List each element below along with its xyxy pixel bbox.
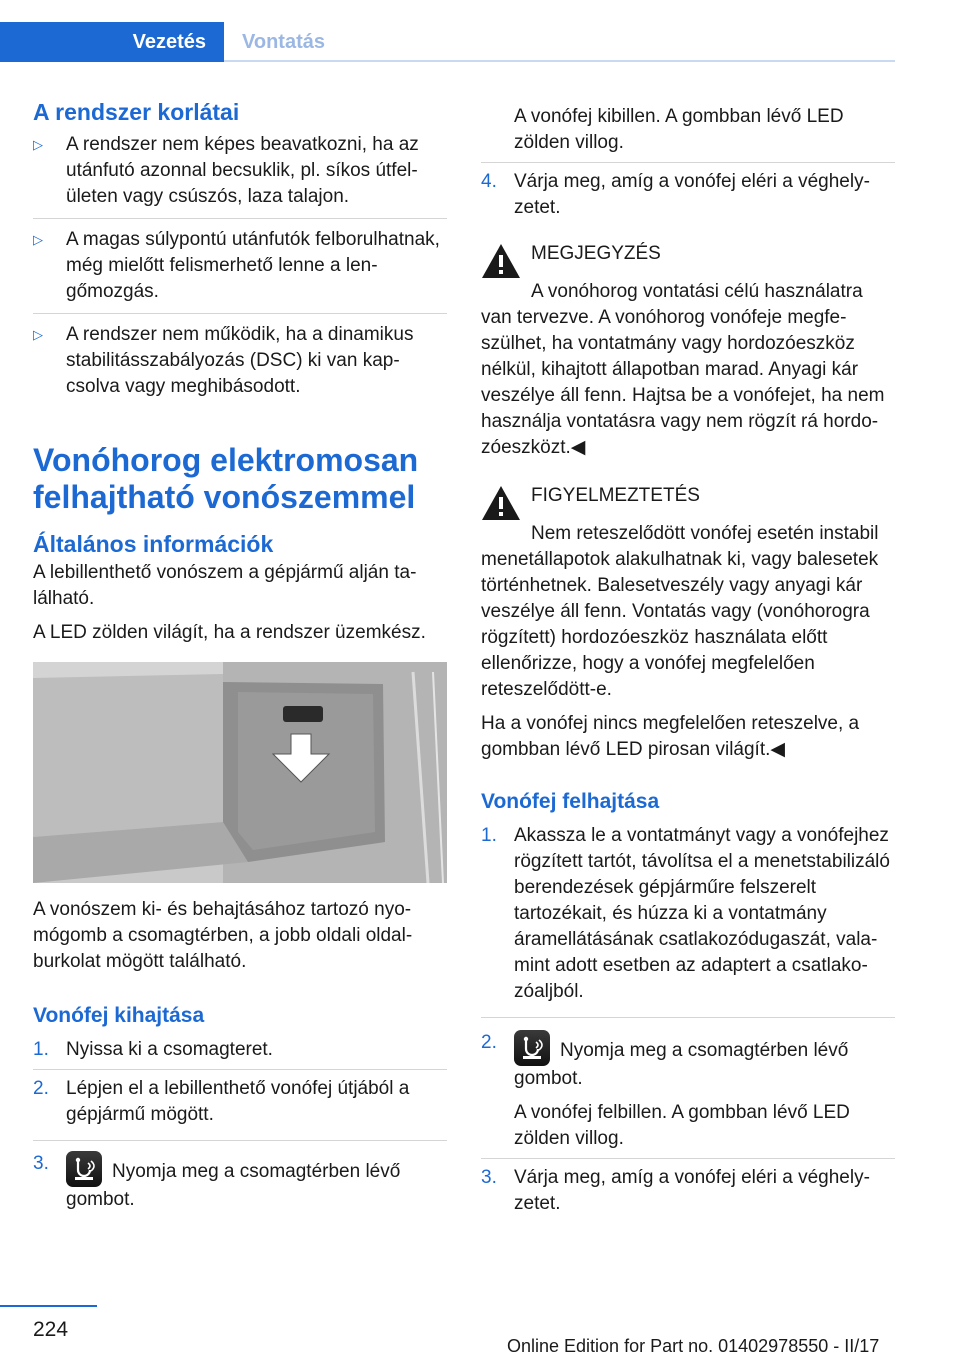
step-text: Várja meg, amíg a vonófej eléri a véghelyzetet. [514, 1167, 870, 1214]
general-paragraph-2: A LED zölden világít, ha a rendszer üzemkész. [33, 622, 426, 643]
tow-hook-button-icon [66, 1151, 102, 1187]
trunk-button-illustration [33, 662, 447, 883]
step-number: 3. [33, 1153, 49, 1174]
retract-steps-list [481, 823, 895, 1223]
warning-body: Nem reteszelődött vonófej esetén instabil menetállapotok alakulhatnak ki, vagy balesetek történhetnek. Balesetveszély vagy anyagi kár veszélye áll fenn. Vontatás vagy (vonóhorogra rögzített) hordozóeszköz használata előtt ellenőrizze, hogy a vonófej megfelelően reteszelődött-e. [481, 523, 879, 700]
list-item [33, 1037, 447, 1070]
list-item [481, 1159, 895, 1223]
list-item [33, 1141, 447, 1219]
step-text: Nyissa ki a csomagteret. [66, 1039, 273, 1060]
header-tabbar [0, 0, 895, 62]
bullet-text: A rendszer nem működik, ha a dinamikus stabilitásszabályozás (DSC) ki van kapcsolva vagy meghibásodott. [66, 324, 414, 397]
limits-heading: A rendszer korlátai [33, 99, 240, 125]
step-number: 3. [481, 1167, 497, 1188]
warning-triangle-icon [481, 243, 521, 279]
figure-caption: A vonószem ki- és behajtásához tartozó nyomógomb a csomagtérben, a jobb oldali oldalburkolat mögött található. [33, 899, 413, 972]
step-text: Lépjen el a lebillenthető vonófej útjából a gépjármű mögött. [66, 1078, 410, 1125]
step-subtext: A vonófej felbillen. A gombban lévő LED zölden villog. [514, 1102, 850, 1149]
bullet-text: A magas súlypontú utánfutók felborulhatnak, még mielőtt felismerhető lenne a lengőmozgás. [66, 229, 440, 302]
note-header [481, 241, 895, 279]
step-number: 1. [33, 1039, 49, 1060]
step-number: 4. [481, 171, 497, 192]
list-item [481, 1018, 895, 1159]
step-text: Nyomja meg a csomagtérben lévő gombot. [514, 1040, 849, 1089]
warning-triangle-icon [481, 485, 521, 521]
retract-heading: Vonófej felhajtása [481, 790, 660, 813]
step-content [66, 1151, 447, 1213]
list-item [33, 132, 447, 219]
page-number-rule [0, 1305, 97, 1307]
bullet-text: A rendszer nem képes beavatkozni, ha az utánfutó azonnal becsuklik, pl. síkos útfelületen vagy csúszós, laza talajon. [66, 134, 419, 207]
extend-steps-list [33, 1037, 447, 1219]
tab-vezetes[interactable]: Vezetés [0, 22, 224, 62]
step-content [514, 1030, 895, 1152]
warning-header [481, 483, 895, 521]
general-paragraph-1: A lebillenthető vonószem a gépjármű alján található. [33, 562, 417, 609]
tow-hook-button-icon [514, 1030, 550, 1066]
right-column [481, 104, 895, 1223]
note-box [481, 241, 895, 461]
list-item [481, 823, 895, 1018]
trunk-button-photo [33, 662, 447, 883]
edition-footer: Online Edition for Part no. 01402978550 - II/17 [507, 1336, 880, 1356]
list-item [33, 1070, 447, 1141]
step-text: Várja meg, amíg a vonófej eléri a véghelyzetet. [514, 171, 870, 218]
general-info-heading: Általános információk [33, 531, 274, 557]
section-title: Vonóhorog elektromosan felhajtható vonószemmel [33, 442, 419, 515]
continued-step [481, 104, 895, 156]
step-text: Nyomja meg a csomagtérben lévő gombot. [66, 1161, 401, 1210]
list-item [481, 162, 895, 227]
limits-bullet-list [33, 132, 447, 408]
step-number: 1. [481, 825, 497, 846]
tab-underline [224, 60, 895, 62]
triangle-bullet-icon: ▷ [33, 232, 43, 247]
page-number: 224 [33, 1318, 69, 1341]
warning-box [481, 483, 895, 703]
step-number: 2. [481, 1032, 497, 1053]
list-item [33, 314, 447, 408]
red-led-paragraph: Ha a vonófej nincs megfelelően reteszelve, a gombban lévő LED pirosan világít.◀ [481, 713, 860, 760]
tab-vontatas[interactable]: Vontatás [242, 30, 325, 53]
step-number: 2. [33, 1078, 49, 1099]
note-body: A vonóhorog vontatási célú használatra van tervezve. A vonóhorog vonófeje megfeszülhet, ha vontatmány vagy hordozóeszköz nélkül, kihajtott állapotban marad. Anyagi kár veszélye áll fenn. Hajtsa be a vonófejet, ha nem használja vontatásra vagy nem rögzít rá hordozóeszközt.◀ [481, 281, 885, 458]
extend-heading: Vonófej kihajtása [33, 1004, 205, 1027]
triangle-bullet-icon: ▷ [33, 137, 43, 152]
warning-title: FIGYELMEZTETÉS [531, 485, 700, 506]
list-item [33, 219, 447, 314]
note-title: MEGJEGYZÉS [531, 243, 661, 264]
continued-paragraph: A vonófej kibillen. A gombban lévő LED zölden villog. [514, 106, 844, 153]
left-column [33, 98, 447, 1219]
triangle-bullet-icon: ▷ [33, 327, 43, 342]
step-text: Akassza le a vontatmányt vagy a vonófejhez rögzített tartót, távolítsa el a menetstabilizáló berendezések gépjárműre felszerelt tartozékait, és húzza ki a vontatmány áramellátásának csatlakozódugaszát, valamint adott esetben az adaptert a csatlakozóaljból. [514, 825, 890, 1002]
